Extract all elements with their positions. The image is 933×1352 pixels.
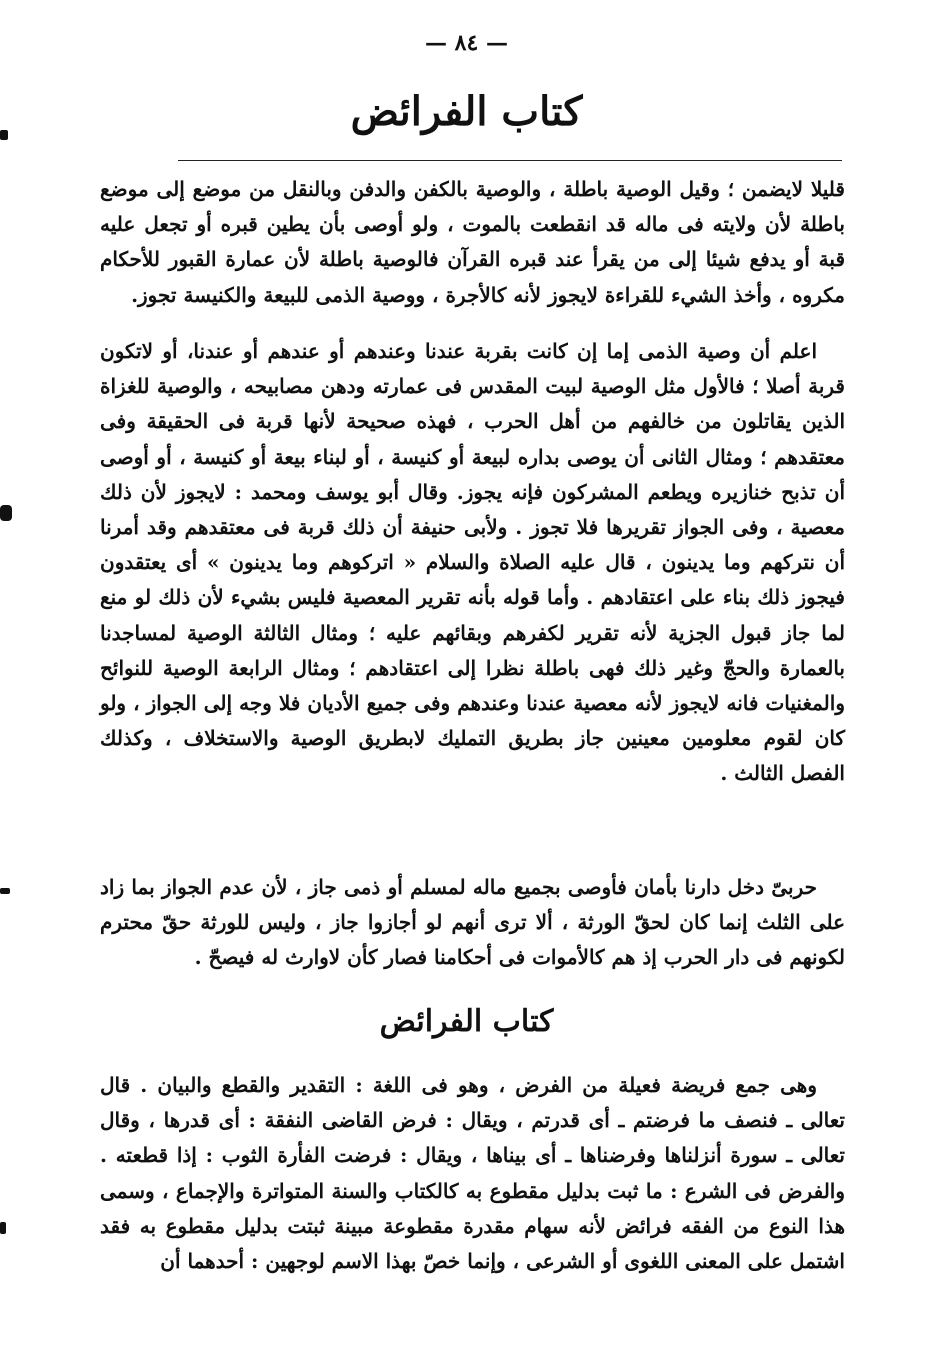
paragraph-4: وهى جمع فريضة فعيلة من الفرض ، وهو فى اللغة : التقدير والقطع والبيان . قال تعالى ـ فنصف ما فرضتم ـ أى قدرتم ، ويقال : فرض القاضى النفقة : أى قدرها ، وقال تعالى ـ سورة أنزلناها وفرضناها ـ أى بيناها ، ويقال : فرضت الفأرة الثوب : إذا قطعته . والفرض فى الشرع : ما ثبت بدليل مقطوع به كالكتاب والسنة المتواترة والإجماع ، وسمى هذا النوع من الفقه فرائض لأنه سهام مقدرة مقطوعة مبينة ثبتت بدليل مقطوع به فقد اشتمل على المعنى اللغوى أو الشرعى ، وإنما خصّ بهذا الاسم لوجهين : أحدهما أن <box>100 1073 845 1274</box>
paragraph-3-block <box>100 870 845 976</box>
running-header-title: كتاب الفرائض <box>350 88 583 135</box>
section-heading: كتاب الفرائض <box>379 1004 554 1039</box>
scan-margin-mark <box>0 505 12 521</box>
paragraph-1: قليلا لايضمن ؛ وقيل الوصية باطلة ، والوصية بالكفن والدفن وبالنقل من موضع إلى موضع باطلة لأن ولايته فى ماله قد انقطعت بالموت ، ولو أوصى بأن يطين قبره أو تجعل عليه قبة أو يدفع شيئا إلى من يقرأ عند قبره القرآن فالوصية باطلة لأن عمارة القبور للأحكام مكروه ، وأخذ الشيء للقراءة لايجوز لأنه كالأجرة ، ووصية الذمى للبيعة والكنيسة تجوز. <box>100 177 845 307</box>
scan-margin-mark <box>0 888 10 894</box>
scan-margin-mark <box>0 1222 6 1234</box>
header-rule <box>178 160 842 161</box>
paragraph-4-block <box>100 1068 845 1279</box>
page-number: — ٨٤ — <box>425 30 508 56</box>
paragraph-1-block <box>100 172 845 313</box>
paragraph-2-block <box>100 334 845 792</box>
paragraph-2: اعلم أن وصية الذمى إما إن كانت بقربة عندنا وعندهم أو عندهم أو عندنا، أو لاتكون قربة أصلا ؛ فالأول مثل الوصية لبيت المقدس فى عمارته ودهن مصابيحه ، والوصية للغزاة الذين يقاتلون من خالفهم من أهل الحرب ، فهذه صحيحة لأنها قربة فى الحقيقة وفى معتقدهم ؛ ومثال الثانى أن يوصى بداره لبيعة أو كنيسة ، أو لبناء بيعة أو كنيسة ، أو أوصى أن تذبح خنازيره ويطعم المشركون فإنه يجوز. وقال أبو يوسف ومحمد : لايجوز لأن ذلك معصية ، وفى الجواز تقريرها فلا تجوز . ولأبى حنيفة أن ذلك قربة فى معتقدهم وقد أمرنا أن نتركهم وما يدينون ، قال عليه الصلاة والسلام « اتركوهم وما يدينون » أى يعتقدون فيجوز ذلك بناء على اعتقادهم . وأما قوله بأنه تقرير المعصية فليس بشيء لأن ذلك لو منع لما جاز قبول الجزية لأنه تقرير لكفرهم وبقائهم عليه ؛ ومثال الثالثة الوصية لمساجدنا بالعمارة والحجّ وغير ذلك فهى باطلة نظرا إلى اعتقادهم ؛ ومثال الرابعة الوصية للنوائح والمغنيات فانه لايجوز لأنه معصية عندنا وعندهم وفى جميع الأديان فلا وجه إلى الجواز ، ولو كان لقوم معلومين معينين جاز بطريق التمليك لابطريق الوصية والاستخلاف ، وكذلك الفصل الثالث . <box>100 339 845 786</box>
paragraph-3: حربىّ دخل دارنا بأمان فأوصى بجميع ماله لمسلم أو ذمى جاز ، لأن عدم الجواز بما زاد على الثلث إنما كان لحقّ الورثة ، ألا ترى أنهم لو أجازوا جاز ، وليس للورثة حقّ محترم لكونهم فى دار الحرب إذ هم كالأموات فى أحكامنا فصار كأن لاوارث له فيصحّ . <box>100 875 845 970</box>
